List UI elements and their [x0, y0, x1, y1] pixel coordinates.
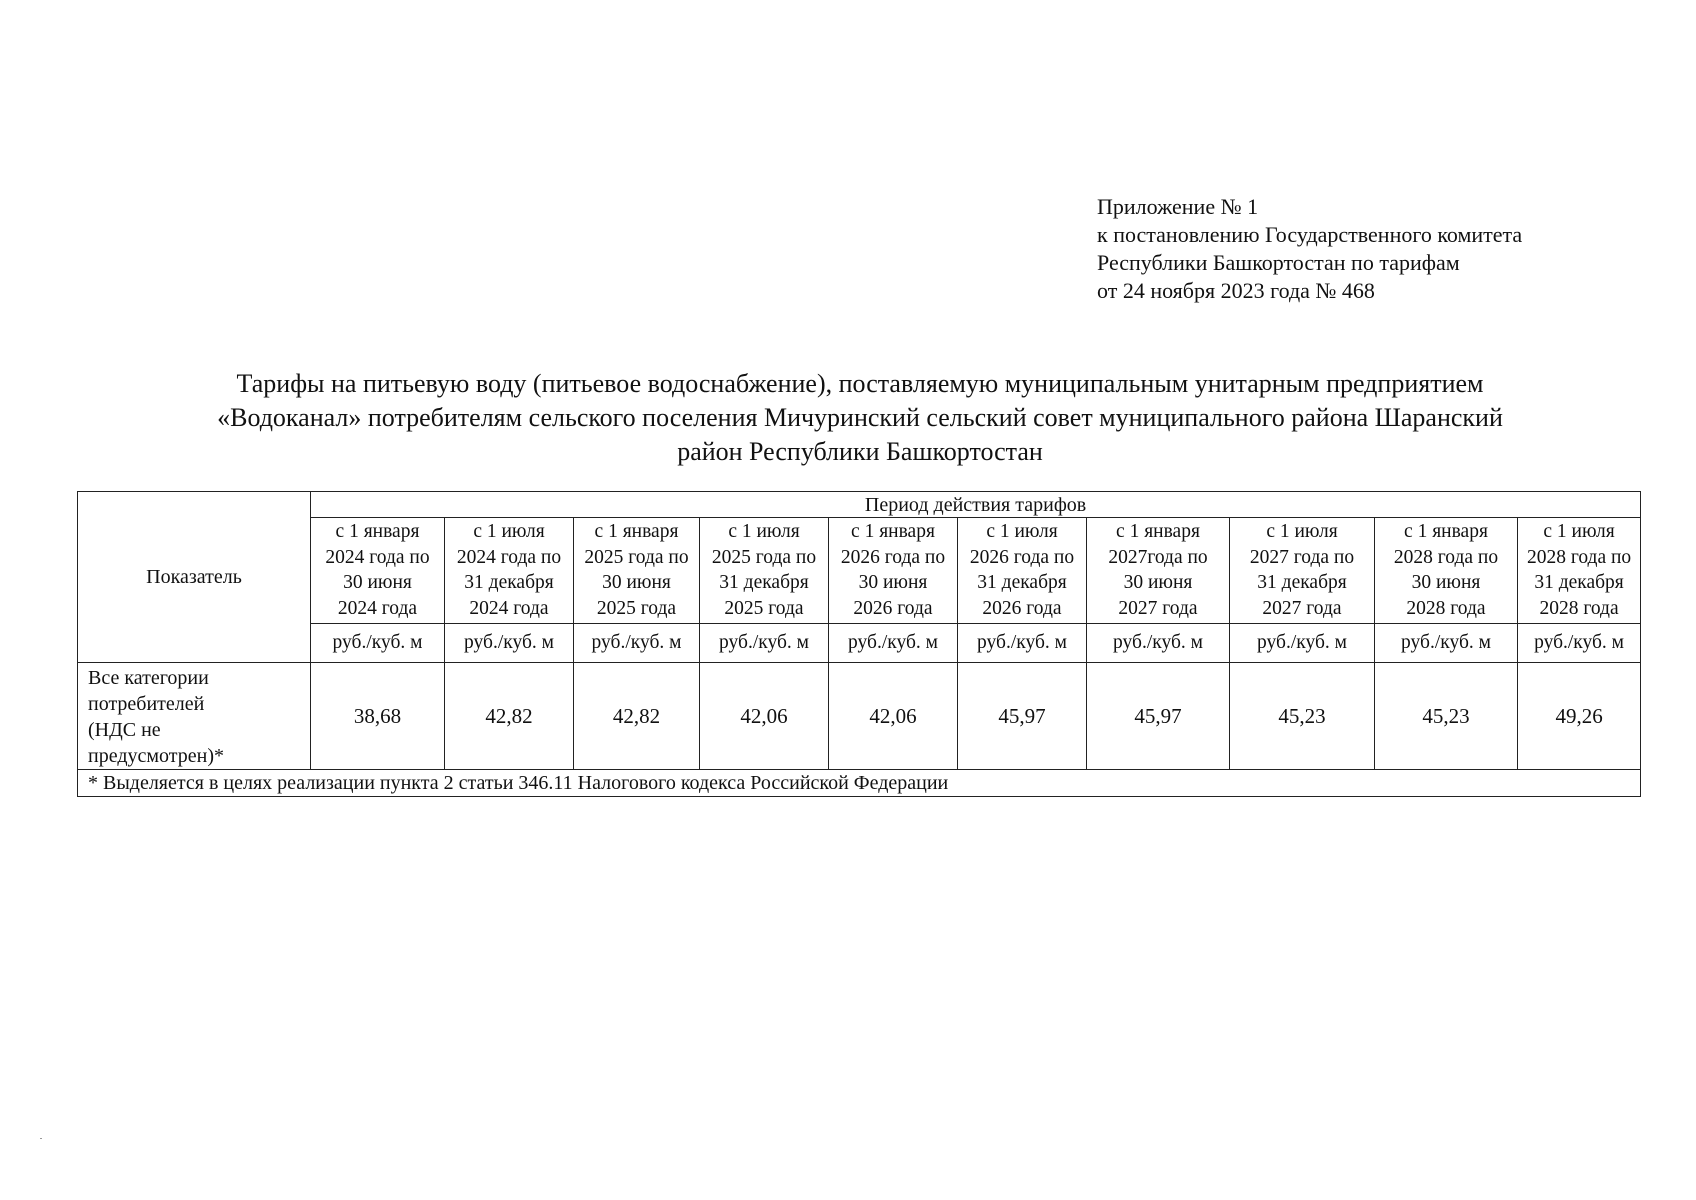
tariff-value: 45,97: [1087, 663, 1230, 770]
unit-cell: руб./куб. м: [574, 623, 700, 662]
tariff-value: 45,23: [1230, 663, 1375, 770]
tariff-value: 45,23: [1375, 663, 1518, 770]
period-cell: с 1 июля 2026 года по 31 декабря 2026 года: [958, 518, 1087, 624]
period-cell: с 1 июля 2027 года по 31 декабря 2027 года: [1230, 518, 1375, 624]
period-cell: с 1 июля 2025 года по 31 декабря 2025 года: [700, 518, 829, 624]
scan-mark: [40, 1138, 42, 1139]
indicator-header: Показатель: [78, 492, 311, 663]
tariff-value: 42,06: [829, 663, 958, 770]
unit-cell: руб./куб. м: [958, 623, 1087, 662]
period-cell: с 1 января 2028 года по 30 июня 2028 года: [1375, 518, 1518, 624]
appendix-reference: к постановлению Государственного комитета: [1097, 222, 1523, 247]
title-line: Тарифы на питьевую воду (питьевое водоснабжение), поставляемую муниципальным унитарным предприятием: [236, 369, 1484, 398]
document-title: [130, 367, 1590, 469]
tariff-value: 42,82: [574, 663, 700, 770]
period-cell: с 1 января 2025 года по 30 июня 2025 года: [574, 518, 700, 624]
period-cell: с 1 января 2026 года по 30 июня 2026 года: [829, 518, 958, 624]
tariff-value: 45,97: [958, 663, 1087, 770]
appendix-number: Приложение № 1: [1097, 194, 1259, 219]
table-row: [78, 663, 1641, 770]
unit-cell: руб./куб. м: [829, 623, 958, 662]
appendix-date: от 24 ноября 2023 года № 468: [1097, 278, 1375, 303]
period-cell: с 1 января 2027года по 30 июня 2027 года: [1087, 518, 1230, 624]
unit-cell: руб./куб. м: [1230, 623, 1375, 662]
unit-cell: руб./куб. м: [700, 623, 829, 662]
tariff-value: 42,06: [700, 663, 829, 770]
tariff-value: 49,26: [1518, 663, 1641, 770]
tariff-value: 42,82: [445, 663, 574, 770]
tariff-value: 38,68: [311, 663, 445, 770]
unit-cell: руб./куб. м: [1518, 623, 1641, 662]
unit-cell: руб./куб. м: [311, 623, 445, 662]
row-label: Все категории потребителей (НДС не предусмотрен)*: [78, 663, 311, 770]
title-line: «Водоканал» потребителям сельского поселения Мичуринский сельский совет муниципального района Шаранский: [217, 403, 1503, 432]
period-header: Период действия тарифов: [311, 492, 1641, 518]
period-cell: с 1 января 2024 года по 30 июня 2024 года: [311, 518, 445, 624]
unit-cell: руб./куб. м: [1375, 623, 1518, 662]
tariff-table: [77, 491, 1641, 797]
period-cell: с 1 июля 2024 года по 31 декабря 2024 года: [445, 518, 574, 624]
title-line: район Республики Башкортостан: [677, 437, 1043, 466]
period-cell: с 1 июля 2028 года по 31 декабря 2028 года: [1518, 518, 1641, 624]
footnote: * Выделяется в целях реализации пункта 2 статьи 346.11 Налогового кодекса Российской Федерации: [78, 770, 1641, 797]
appendix-block: [1097, 193, 1522, 305]
appendix-authority: Республики Башкортостан по тарифам: [1097, 250, 1460, 275]
unit-cell: руб./куб. м: [1087, 623, 1230, 662]
unit-cell: руб./куб. м: [445, 623, 574, 662]
